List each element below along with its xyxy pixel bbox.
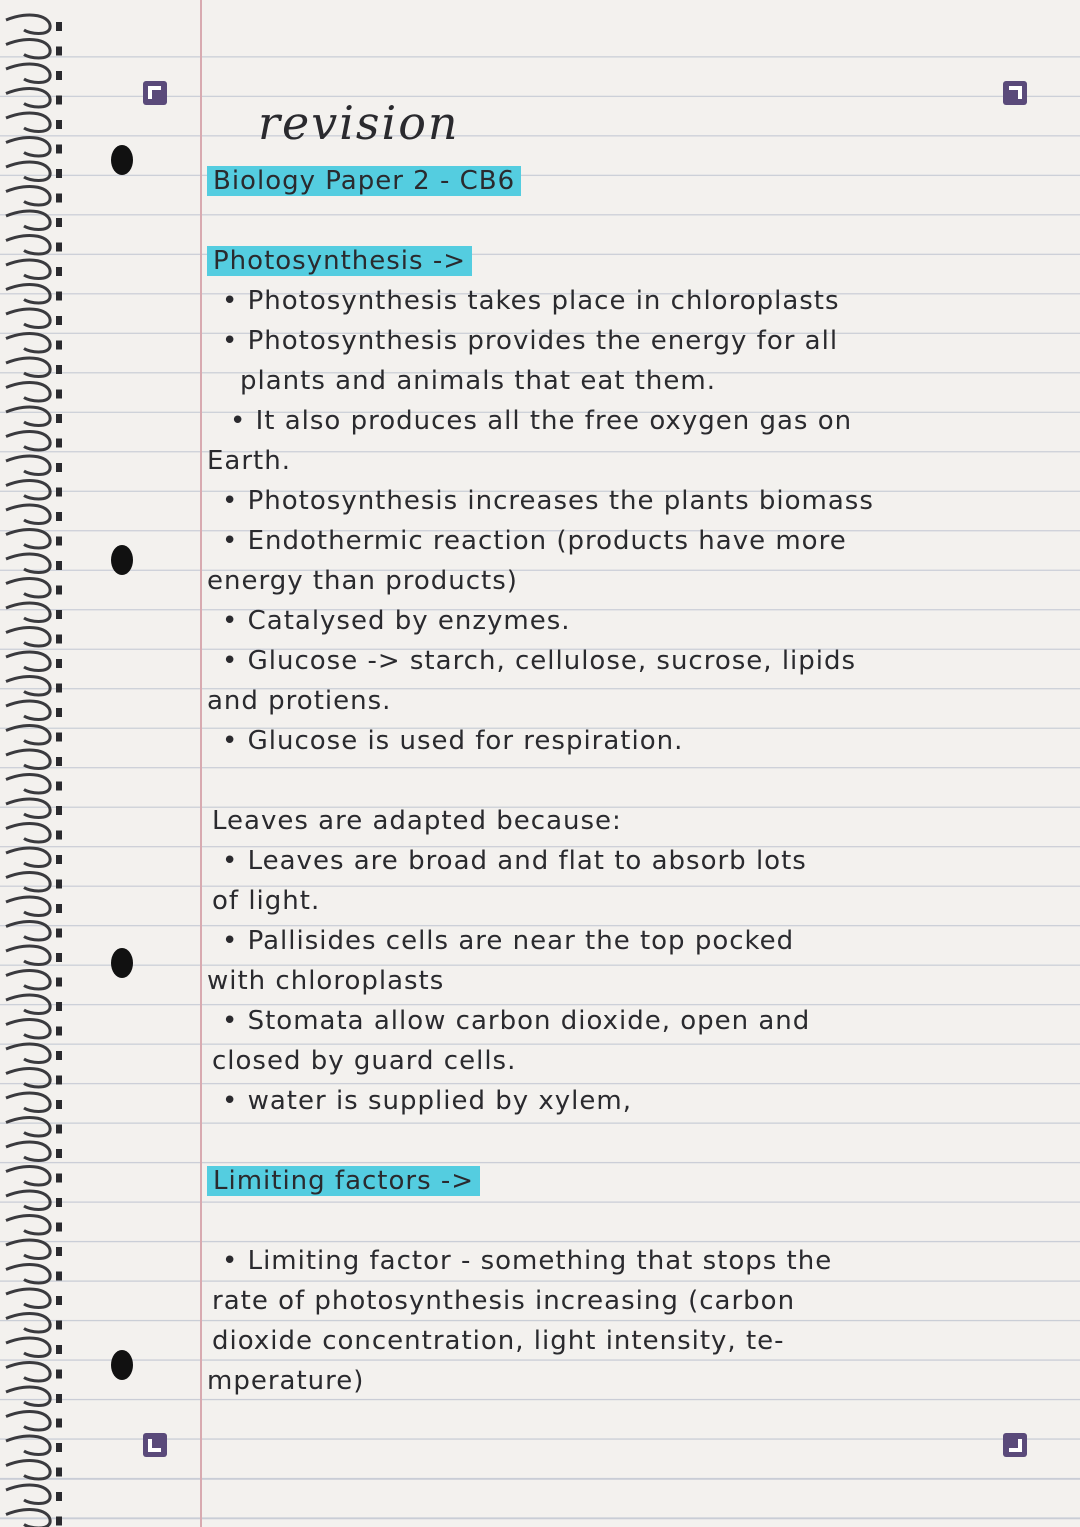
- spiral-coil: [6, 284, 50, 303]
- binding-slot: [56, 733, 62, 742]
- spiral-coil: [6, 39, 50, 58]
- note-line: • Glucose -> starch, cellulose, sucrose, lipids: [222, 646, 857, 676]
- binding-slot: [56, 145, 62, 154]
- margin-line: [200, 0, 202, 1527]
- spiral-coil: [6, 505, 50, 524]
- note-line: closed by guard cells.: [212, 1046, 517, 1076]
- note-line: • Glucose is used for respiration.: [222, 726, 684, 756]
- binding-slot: [56, 169, 62, 178]
- binding-slot: [56, 267, 62, 276]
- binding-slot: [56, 1149, 62, 1158]
- binding-slot: [56, 904, 62, 913]
- binding-slot: [56, 316, 62, 325]
- binding-slot: [56, 1419, 62, 1428]
- spiral-coil: [6, 1485, 50, 1504]
- spiral-coil: [6, 897, 50, 916]
- binding-slot: [56, 292, 62, 301]
- spiral-coil: [6, 1362, 50, 1381]
- spiral-coil: [6, 456, 50, 475]
- binding-slot: [56, 96, 62, 105]
- spiral-coil: [6, 701, 50, 720]
- spiral-coil: [6, 1117, 50, 1136]
- spiral-coil: [6, 64, 50, 83]
- binding-slot: [56, 1125, 62, 1134]
- binding-slot: [56, 243, 62, 252]
- note-line: • Leaves are broad and flat to absorb lots: [222, 846, 807, 876]
- binding-slot: [56, 1443, 62, 1452]
- spiral-coil: [6, 1338, 50, 1357]
- spiral-coil: [6, 823, 50, 842]
- spiral-coil: [6, 1313, 50, 1332]
- spiral-binding: [0, 0, 70, 1527]
- spiral-coil: [6, 1019, 50, 1038]
- spiral-coil: [6, 529, 50, 548]
- binding-slot: [56, 1223, 62, 1232]
- binding-slot: [56, 537, 62, 546]
- binding-slot: [56, 439, 62, 448]
- binding-slot: [56, 855, 62, 864]
- spiral-coil: [6, 309, 50, 328]
- binding-slot: [56, 880, 62, 889]
- spiral-coil: [6, 137, 50, 156]
- spiral-coil: [6, 676, 50, 695]
- page-title: revision: [258, 96, 460, 150]
- spiral-coil: [6, 603, 50, 622]
- binding-slot: [56, 659, 62, 668]
- punch-hole: [111, 545, 133, 575]
- binding-slot: [56, 561, 62, 570]
- spiral-coil: [6, 750, 50, 769]
- note-line: energy than products): [207, 566, 518, 596]
- spiral-coil: [6, 113, 50, 132]
- binding-slot: [56, 341, 62, 350]
- corner-tr-icon: [1002, 80, 1028, 106]
- binding-slot: [56, 1394, 62, 1403]
- section-heading-photosynthesis: Photosynthesis ->: [207, 246, 472, 276]
- spiral-coil: [6, 725, 50, 744]
- binding-slot: [56, 218, 62, 227]
- binding-slot: [56, 365, 62, 374]
- binding-slot: [56, 1051, 62, 1060]
- note-line: • Photosynthesis takes place in chloroplasts: [222, 286, 840, 316]
- note-line: • Catalysed by enzymes.: [222, 606, 571, 636]
- spiral-coil: [6, 211, 50, 230]
- spiral-coil: [6, 627, 50, 646]
- note-line: • Endothermic reaction (products have more: [222, 526, 847, 556]
- binding-slot: [56, 831, 62, 840]
- note-line: mperature): [207, 1366, 365, 1396]
- binding-slot: [56, 782, 62, 791]
- binding-slot: [56, 512, 62, 521]
- binding-slot: [56, 22, 62, 31]
- spiral-coil: [6, 358, 50, 377]
- binding-slot: [56, 71, 62, 80]
- spiral-coil: [6, 382, 50, 401]
- spiral-coil: [6, 431, 50, 450]
- binding-slot: [56, 757, 62, 766]
- note-line: dioxide concentration, light intensity, te-: [212, 1326, 785, 1356]
- spiral-coil: [6, 1240, 50, 1259]
- spiral-coil: [6, 1411, 50, 1430]
- binding-slot: [56, 1345, 62, 1354]
- note-line: • It also produces all the free oxygen gas on: [230, 406, 853, 436]
- binding-slot: [56, 1517, 62, 1526]
- spiral-coil: [6, 1460, 50, 1479]
- binding-slot: [56, 1198, 62, 1207]
- note-line: • Photosynthesis increases the plants biomass: [222, 486, 874, 516]
- spiral-coil: [6, 970, 50, 989]
- binding-slot: [56, 1027, 62, 1036]
- corner-bl-icon: [142, 1432, 168, 1458]
- spiral-coil: [6, 652, 50, 671]
- punch-hole: [111, 145, 133, 175]
- spiral-coil: [6, 186, 50, 205]
- spiral-coil: [6, 1142, 50, 1161]
- spiral-coil: [6, 1166, 50, 1185]
- note-line: with chloroplasts: [207, 966, 445, 996]
- binding-slot: [56, 1321, 62, 1330]
- binding-slot: [56, 1076, 62, 1085]
- note-line: plants and animals that eat them.: [240, 366, 716, 396]
- binding-slot: [56, 1002, 62, 1011]
- spiral-coil: [6, 1264, 50, 1283]
- section-heading-limiting-factors: Limiting factors ->: [207, 1166, 480, 1196]
- binding-slot: [56, 929, 62, 938]
- page-subtitle: Biology Paper 2 - CB6: [207, 166, 521, 196]
- binding-slot: [56, 953, 62, 962]
- binding-slot: [56, 488, 62, 497]
- spiral-coil: [6, 407, 50, 426]
- binding-slot: [56, 194, 62, 203]
- spiral-coil: [6, 162, 50, 181]
- spiral-coil: [6, 1436, 50, 1455]
- note-line: • water is supplied by xylem,: [222, 1086, 632, 1116]
- punch-hole: [111, 948, 133, 978]
- binding-slot: [56, 978, 62, 987]
- spiral-coil: [6, 333, 50, 352]
- note-line: • Photosynthesis provides the energy for all: [222, 326, 839, 356]
- note-line: rate of photosynthesis increasing (carbon: [212, 1286, 796, 1316]
- punch-hole: [111, 1350, 133, 1380]
- note-line: and protiens.: [207, 686, 392, 716]
- spiral-coil: [6, 554, 50, 573]
- spiral-coil: [6, 1509, 50, 1527]
- spiral-coil: [6, 872, 50, 891]
- binding-slot: [56, 1247, 62, 1256]
- binding-slot: [56, 463, 62, 472]
- spiral-coil: [6, 1044, 50, 1063]
- binding-slot: [56, 1492, 62, 1501]
- binding-slot: [56, 1296, 62, 1305]
- spiral-coil: [6, 88, 50, 107]
- note-line: • Pallisides cells are near the top pocked: [222, 926, 795, 956]
- corner-br-icon: [1002, 1432, 1028, 1458]
- binding-slot: [56, 1370, 62, 1379]
- spiral-coil: [6, 1068, 50, 1087]
- spiral-coil: [6, 921, 50, 940]
- spiral-coil: [6, 774, 50, 793]
- binding-slot: [56, 1174, 62, 1183]
- spiral-coil: [6, 260, 50, 279]
- binding-slot: [56, 684, 62, 693]
- binding-slot: [56, 414, 62, 423]
- spiral-coil: [6, 480, 50, 499]
- binding-slot: [56, 1272, 62, 1281]
- binding-slot: [56, 586, 62, 595]
- spiral-coil: [6, 1215, 50, 1234]
- spiral-coil: [6, 995, 50, 1014]
- binding-slot: [56, 1100, 62, 1109]
- corner-tl-icon: [142, 80, 168, 106]
- spiral-coil: [6, 946, 50, 965]
- binding-slot: [56, 120, 62, 129]
- spiral-coil: [6, 1289, 50, 1308]
- spiral-coil: [6, 1191, 50, 1210]
- binding-slot: [56, 806, 62, 815]
- spiral-coil: [6, 799, 50, 818]
- spiral-coil: [6, 848, 50, 867]
- binding-slot: [56, 47, 62, 56]
- spiral-coil: [6, 578, 50, 597]
- spiral-coil: [6, 1387, 50, 1406]
- spiral-coil: [6, 15, 50, 34]
- spiral-coil: [6, 1093, 50, 1112]
- note-line: • Limiting factor - something that stops the: [222, 1246, 833, 1276]
- note-line: • Stomata allow carbon dioxide, open and: [222, 1006, 811, 1036]
- binding-slot: [56, 390, 62, 399]
- note-line: Earth.: [207, 446, 291, 476]
- spiral-coil: [6, 235, 50, 254]
- binding-slot: [56, 610, 62, 619]
- binding-slot: [56, 708, 62, 717]
- note-line: of light.: [212, 886, 321, 916]
- section-heading-leaves: Leaves are adapted because:: [212, 806, 622, 836]
- binding-slot: [56, 1468, 62, 1477]
- binding-slot: [56, 635, 62, 644]
